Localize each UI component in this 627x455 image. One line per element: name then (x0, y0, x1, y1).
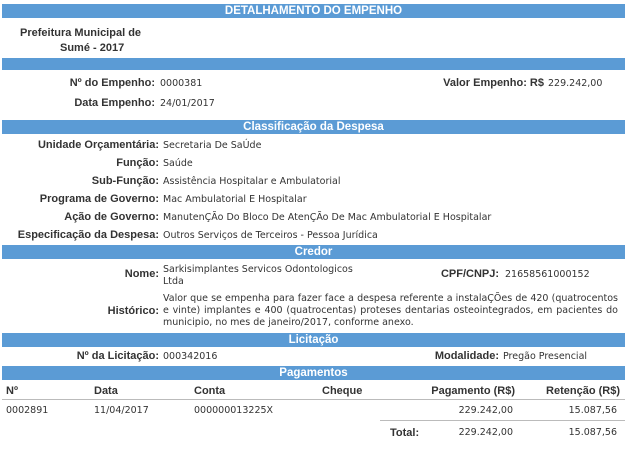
pagamentos-section-bar: Pagamentos (2, 366, 625, 380)
row-n: 0002891 (6, 405, 49, 416)
entity-name-line1: Prefeitura Municipal de (20, 27, 142, 39)
empenho-number-label: Nº do Empenho: (69, 77, 155, 89)
col-header-n: Nº (6, 385, 18, 397)
funcao-value: Saúde (163, 158, 193, 169)
table-header-divider (2, 399, 625, 400)
cpf-cnpj-label: CPF/CNPJ: (440, 268, 499, 280)
modalidade-value: Pregão Presencial (503, 351, 588, 362)
col-header-cheque: Cheque (322, 385, 363, 397)
empenho-value-label: Valor Empenho: R$ (443, 77, 544, 89)
col-header-conta: Conta (194, 385, 226, 397)
classificacao-section-bar: Classificação da Despesa (2, 120, 625, 134)
page-title-bar: DETALHAMENTO DO EMPENHO (2, 4, 625, 18)
licitacao-number-label: Nº da Licitação: (76, 350, 159, 362)
subfuncao-value: Assistência Hospitalar e Ambulatorial (163, 176, 341, 187)
historico-value: Valor que se empenha para fazer face a despesa referente a instalaÇÕes de 420 (quatrocentos e vinte) implantes e 400 (quatrocentas) proteses dentarias osteointegrados, em pacientes do municipio, no mes de janeiro/2017, conforme anexo. (163, 293, 618, 328)
licitacao-number-value: 000342016 (163, 351, 218, 362)
empenho-date-label: Data Empenho: (74, 97, 155, 109)
programa-value: Mac Ambulatorial E Hospitalar (163, 194, 307, 205)
acao-label: Ação de Governo: (64, 211, 159, 223)
col-header-retencao: Retenção (R$) (546, 385, 620, 397)
total-divider (380, 420, 625, 421)
empenho-date-value: 24/01/2017 (160, 98, 215, 109)
credor-section-bar: Credor (2, 245, 625, 259)
total-retencao: 15.087,56 (568, 427, 617, 438)
entity-name-line2: Sumé - 2017 (60, 42, 125, 54)
unidade-label: Unidade Orçamentária: (37, 139, 159, 151)
modalidade-label: Modalidade: (434, 350, 499, 362)
row-data: 11/04/2017 (94, 405, 149, 416)
total-pagamento: 229.242,00 (458, 427, 513, 438)
col-header-data: Data (94, 385, 118, 397)
historico-label: Histórico: (107, 305, 159, 317)
acao-value: ManutenÇÃo Do Bloco De AtenÇÃo De Mac Ambulatorial E Hospitalar (163, 212, 492, 223)
especificacao-value: Outros Serviços de Terceiros - Pessoa Jurídica (163, 230, 378, 241)
col-header-pagamento: Pagamento (R$) (431, 385, 515, 397)
row-pagamento: 229.242,00 (458, 405, 513, 416)
credor-name-line2: Ltda (163, 276, 184, 287)
row-conta: 000000013225X (194, 405, 274, 416)
credor-name-line1: Sarkisimplantes Servicos Odontologicos (163, 264, 353, 275)
especificacao-label: Especificação da Despesa: (17, 229, 159, 241)
empenho-number-value: 0000381 (160, 78, 203, 89)
funcao-label: Função: (116, 157, 159, 169)
empenho-value-value: 229.242,00 (548, 78, 603, 89)
cpf-cnpj-value: 21658561000152 (505, 269, 590, 280)
blank-section-bar (2, 58, 625, 70)
subfuncao-label: Sub-Função: (91, 175, 159, 187)
total-label: Total: (390, 427, 420, 439)
unidade-value: Secretaria De SaÚde (163, 140, 262, 151)
programa-label: Programa de Governo: (39, 193, 159, 205)
licitacao-section-bar: Licitação (2, 333, 625, 347)
credor-name-label: Nome: (124, 268, 159, 280)
row-retencao: 15.087,56 (568, 405, 617, 416)
